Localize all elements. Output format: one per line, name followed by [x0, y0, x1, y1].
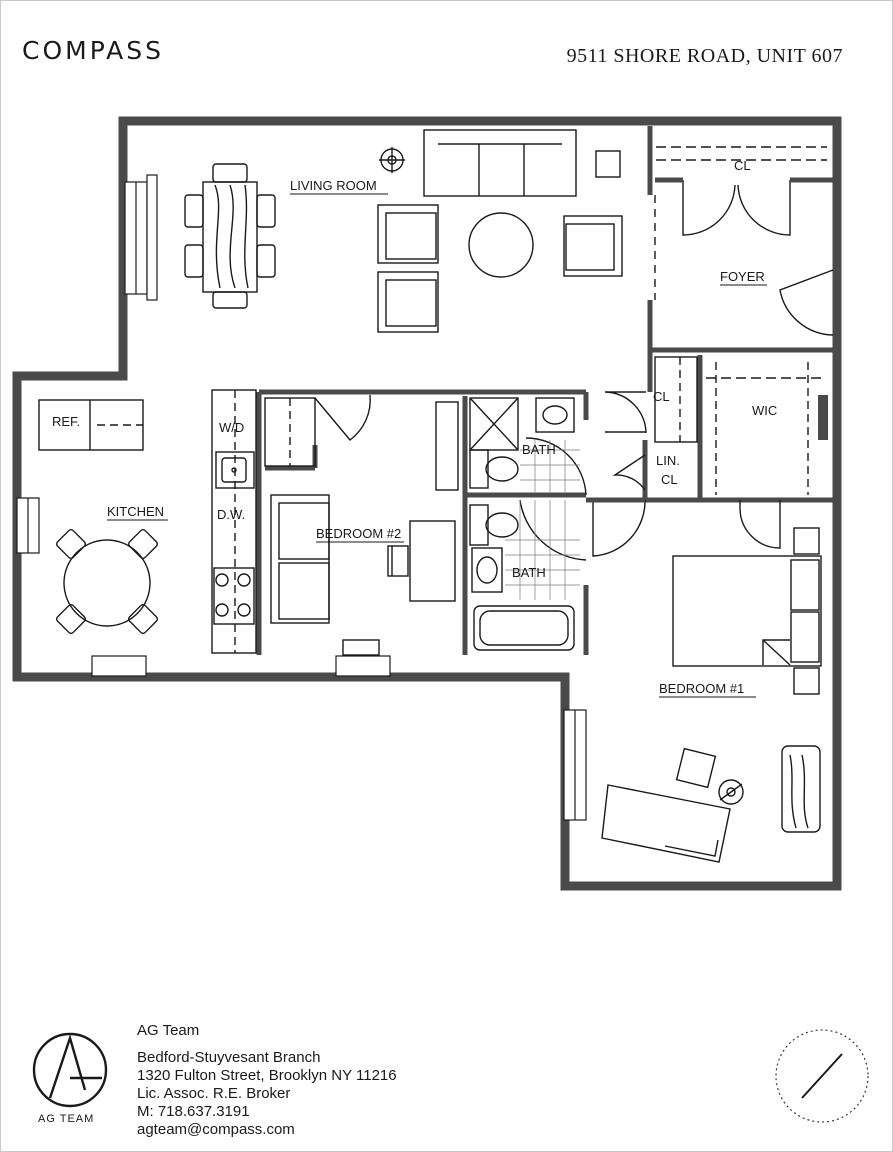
label-washer-dryer: W/D [219, 420, 245, 435]
kitchen-table [55, 528, 158, 634]
brooklyn-stamp-icon [772, 1026, 872, 1126]
label-wic: WIC [752, 403, 778, 418]
label-bath-2: BATH [512, 565, 546, 580]
label-dishwasher: D.W. [217, 507, 246, 522]
coffee-table [469, 213, 533, 277]
label-refrigerator: REF. [52, 414, 81, 429]
floor-lamp-living [379, 147, 405, 173]
license-info: Lic. Assoc. R.E. Broker [137, 1085, 291, 1102]
label-linen-closet-2: CL [661, 472, 678, 487]
ag-team-logo-icon[interactable] [30, 1030, 110, 1110]
label-bedroom-2: BEDROOM #2 [316, 526, 402, 541]
nightstand-top [794, 528, 819, 554]
wic-door [740, 500, 780, 548]
bedroom-2-closet [265, 395, 370, 466]
bedroom-1-bed [673, 556, 821, 666]
branch-name: Bedford-Stuyvesant Branch [137, 1049, 321, 1066]
agent-contact [137, 1022, 397, 1139]
label-living-room: LIVING ROOM [290, 178, 377, 193]
team-name: AG Team [137, 1022, 200, 1039]
property-address: 9511 SHORE ROAD, UNIT 607 [566, 45, 843, 67]
bedroom-2-bed [271, 495, 329, 623]
label-hall-closet: CL [653, 389, 670, 404]
entry-door [780, 270, 833, 335]
sofa [424, 130, 576, 196]
room-labels [52, 158, 777, 697]
brand-logo[interactable]: COMPASS [22, 36, 165, 65]
interior-walls [259, 126, 833, 655]
label-kitchen: KITCHEN [107, 504, 165, 519]
logo-caption: AG TEAM [38, 1113, 95, 1125]
bedroom-2-dresser [436, 402, 458, 490]
plant-living [596, 151, 620, 177]
dining-set [185, 164, 275, 308]
hall-doors [586, 392, 646, 556]
label-foyer: FOYER [720, 269, 765, 284]
label-linen-closet: LIN. [656, 453, 680, 468]
label-foyer-closet: CL [734, 158, 751, 173]
bedroom-2-radiator [343, 640, 379, 655]
bedroom-1-desk [602, 749, 743, 862]
street-address: 1320 Fulton Street, Brooklyn NY 11216 [137, 1067, 397, 1084]
armchairs [378, 205, 622, 332]
label-bedroom-1: BEDROOM #1 [659, 681, 745, 696]
wic [706, 362, 828, 495]
email-link[interactable]: agteam@compass.com [137, 1121, 295, 1138]
bedroom-1-bench [782, 746, 820, 832]
phone-number[interactable]: M: 718.637.3191 [137, 1103, 250, 1120]
nightstand-bottom [794, 668, 819, 694]
label-bath-1: BATH [522, 442, 556, 457]
